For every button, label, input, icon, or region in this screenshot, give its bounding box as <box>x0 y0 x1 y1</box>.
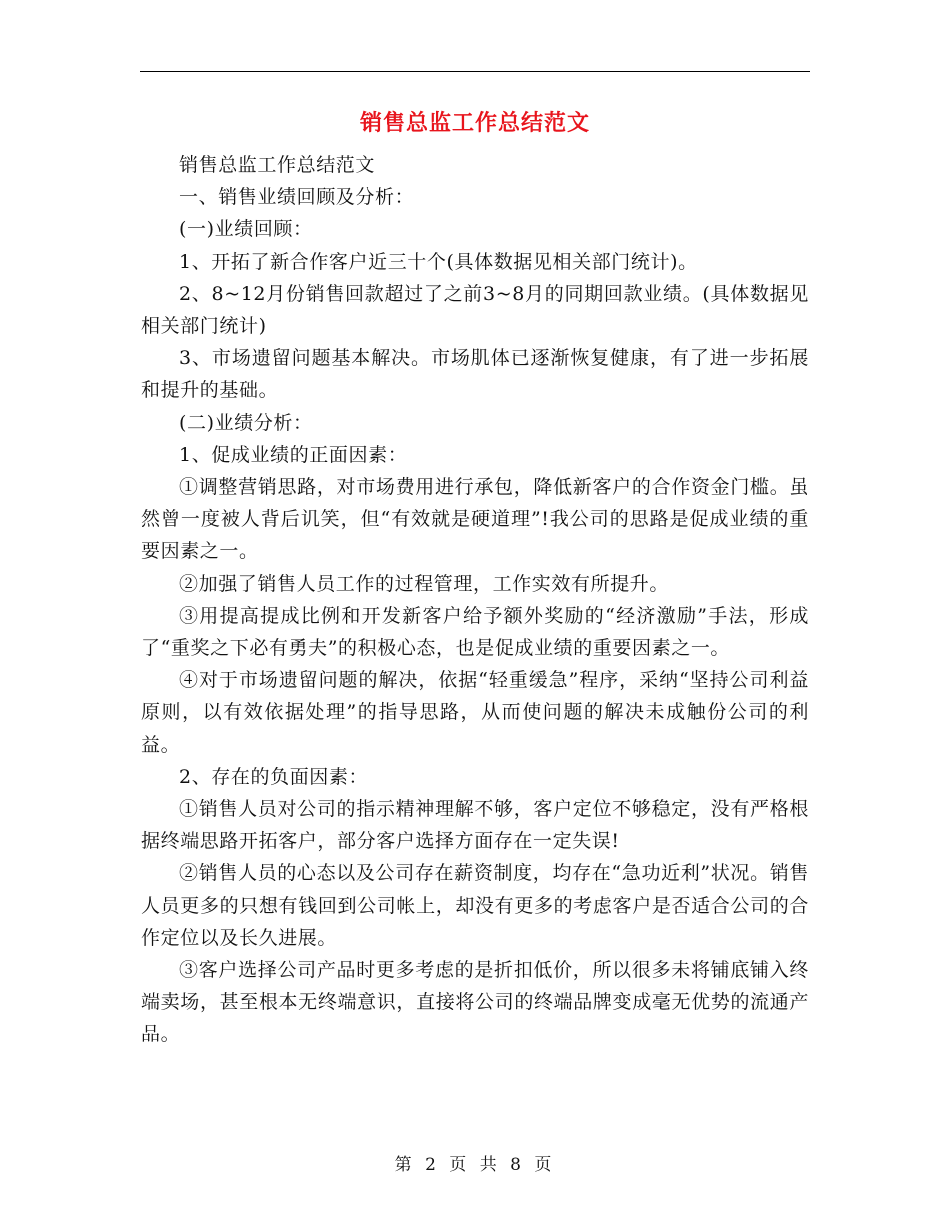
paragraph-positive-item-1: ①调整营销思路，对市场费用进行承包，降低新客户的合作资金门槛。虽然曾一度被人背后讥笑，但“有效就是硬道理”!我公司的思路是促成业绩的重要因素之一。 <box>141 476 809 563</box>
paragraph-subheading-analysis: (二)业绩分析： <box>179 411 313 434</box>
paragraph-review-item-3: 3、市场遗留问题基本解决。市场肌体已逐渐恢复健康，有了进一步拓展和提升的基础。 <box>141 347 809 402</box>
paragraph-subtitle: 销售总监工作总结范文 <box>179 154 376 176</box>
paragraph-negative-item-1: ①销售人员对公司的指示精神理解不够，客户定位不够稳定，没有严格根据终端思路开拓客户，部分客户选择方面存在一定失误! <box>141 798 809 853</box>
paragraph-positive-item-4: ④对于市场遗留问题的解决，依据“轻重缓急”程序，采纳“坚持公司利益原则，以有效依据处理”的指导思路，从而使问题的解决未成触份公司的利益。 <box>141 669 809 756</box>
paragraph-negative-item-3: ③客户选择公司产品时更多考虑的是折扣低价，所以很多未将铺底铺入终端卖场，甚至根本无终端意识，直接将公司的终端品牌变成毫无优势的流通产品。 <box>141 959 809 1046</box>
paragraph-review-item-2: 2、8~12月份销售回款超过了之前3~8月的同期回款业绩。(具体数据见相关部门统计) <box>141 282 809 338</box>
paragraph-positive-item-2: ②加强了销售人员工作的过程管理，工作实效有所提升。 <box>179 572 670 595</box>
paragraph-negative-factors: 2、存在的负面因素： <box>179 765 369 788</box>
header-rule <box>140 71 810 72</box>
paragraph-section-heading: 一、销售业绩回顾及分析： <box>179 186 415 209</box>
document-title: 销售总监工作总结范文 <box>359 111 590 136</box>
document-body <box>141 149 809 1051</box>
paragraph-subheading-review: (一)业绩回顾： <box>179 218 313 241</box>
paragraph-positive-item-3: ③用提高提成比例和开发新客户给予额外奖励的“经济激励”手法，形成了“重奖之下必有勇夫”的积极心态，也是促成业绩的重要因素之一。 <box>141 604 809 660</box>
paragraph-negative-item-2: ②销售人员的心态以及公司存在薪资制度，均存在“急功近利”状况。销售人员更多的只想有钱回到公司帐上，却没有更多的考虑客户是否适合公司的合作定位以及长久进展。 <box>141 862 809 949</box>
page-number-footer: 第 2 页 共 8 页 <box>394 1155 556 1175</box>
paragraph-positive-factors: 1、促成业绩的正面因素： <box>179 443 408 466</box>
paragraph-review-item-1: 1、开拓了新合作客户近三十个(具体数据见相关部门统计)。 <box>179 250 698 273</box>
